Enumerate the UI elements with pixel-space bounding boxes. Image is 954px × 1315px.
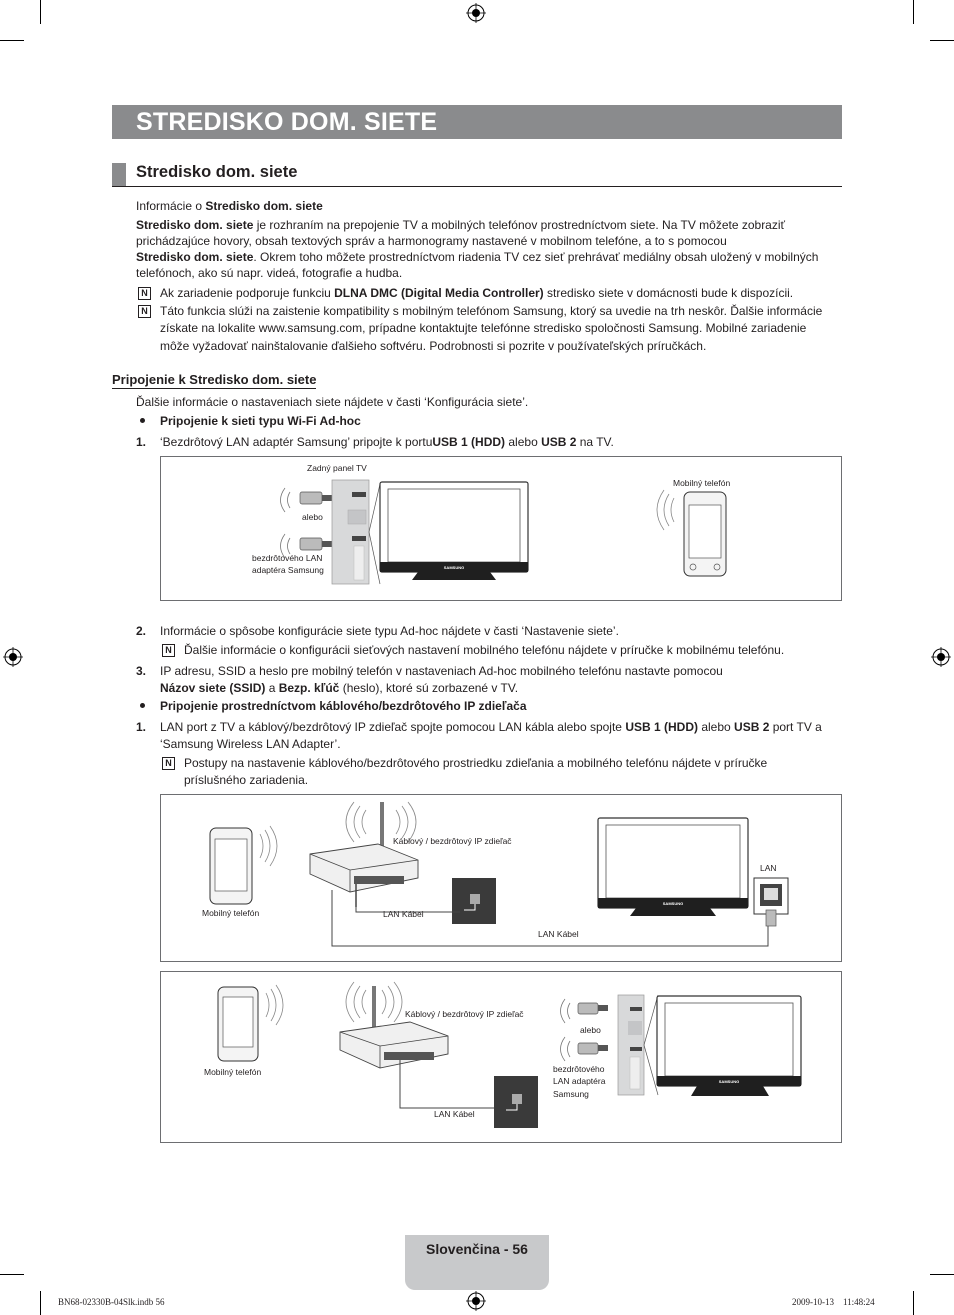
registration-mark-icon: [3, 647, 23, 667]
note-2-line-3: môže vyžadovať nainštalovanie ďalšieho softvéru. Podrobnosti si pozrite v používateľských príručkách.: [160, 339, 707, 353]
wired-title: Pripojenie prostredníctvom káblového/bezdrôtového IP zdieľača: [160, 699, 527, 713]
intro-line-3: Stredisko dom. siete. Okrem toho môžete prostredníctvom riadenia TV cez sieť prehrávať mediálny obsah uložený v mobilných: [136, 250, 819, 264]
intro-line-2: prichádzajúce hovory, obsah textových správ a harmonogramy nastavené v mobilnom telefóne, a to s pomocou: [136, 234, 727, 248]
tv-brand: SAMSUNG: [662, 901, 684, 906]
adapter-label-1: bezdrôtového LAN: [252, 553, 323, 563]
registration-mark-icon: [466, 3, 486, 23]
mobile-phone-illustration: [216, 985, 286, 1065]
adhoc-step-1: ‘Bezdrôtový LAN adaptér Samsung’ pripojte k portuUSB 1 (HDD) alebo USB 2 na TV.: [160, 435, 614, 449]
mobile-phone-illustration: [662, 490, 736, 578]
intro-line-1: Stredisko dom. siete je rozhraním na prepojenie TV a mobilných telefónov prostredníctvom siete. Na TV môžete zobraziť: [136, 218, 786, 232]
bullet-icon: [140, 418, 145, 423]
adhoc-title: Pripojenie k sieti typu Wi-Fi Ad-hoc: [160, 414, 361, 428]
crop-mark: [930, 1274, 954, 1275]
rear-panel-illustration: [280, 478, 380, 588]
adhoc-step-3-line-1: IP adresu, SSID a heslo pre mobilný telefón v nastaveniach Ad-hoc mobilného telefónu nastavte pomocou: [160, 664, 723, 678]
step-number: 1.: [136, 720, 147, 734]
chapter-banner: [112, 105, 842, 139]
tv-illustration: [655, 994, 805, 1104]
wired-note-line-1: Postupy na nastavenie káblového/bezdrôtového prostriedku zdieľania a mobilného telefónu nájdete v príručke: [184, 756, 768, 770]
wired-step-1-line-2: ‘Samsung Wireless LAN Adapter’.: [160, 737, 341, 751]
adapter-label-2: LAN adaptéra: [553, 1076, 606, 1086]
tv-brand: SAMSUNG: [443, 565, 465, 570]
router-illustration: [330, 982, 460, 1092]
tv-illustration: [596, 816, 752, 922]
phone-label: Mobilný telefón: [673, 478, 731, 488]
crop-mark: [0, 1274, 24, 1275]
adapter-label-3: Samsung: [553, 1089, 589, 1099]
subsection-title: Pripojenie k Stredisko dom. siete: [112, 372, 317, 387]
adhoc-step-3-line-2: Názov siete (SSID) a Bezp. kľúč (heslo), ktoré sú zorbazené v TV.: [160, 681, 519, 695]
router-label: Káblový / bezdrôtový IP zdieľač: [405, 1009, 524, 1019]
tv-illustration: [378, 478, 532, 584]
section-rule: [112, 186, 842, 187]
crop-mark: [40, 1291, 41, 1315]
wall-jack-illustration: [494, 1076, 538, 1128]
note-icon: N: [162, 757, 175, 770]
or-label: alebo: [302, 512, 323, 522]
wired-step-1-line-1: LAN port z TV a káblový/bezdrôtový IP zdieľač spojte pomocou LAN kábla alebo spojte USB 1 (HDD) alebo USB 2 port TV a: [160, 720, 822, 734]
crop-mark: [0, 40, 24, 41]
lan-cable-label: LAN Kábel: [538, 929, 579, 939]
intro-line-4: telefónoch, ako sú napr. videá, fotografie a hudba.: [136, 266, 403, 280]
note-2-line-2: získate na lokalite www.samsung.com, prípadne kontaktujte telefónne stredisko spoločnosti Samsung. Mobilné zariadenie: [160, 321, 807, 335]
crop-mark: [930, 40, 954, 41]
note-icon: N: [138, 305, 151, 318]
router-label: Káblový / bezdrôtový IP zdieľač: [393, 836, 512, 846]
rear-panel-label: Zadný panel TV: [307, 463, 367, 473]
lan-port-label: LAN: [760, 863, 777, 873]
page-number: Slovenčina - 56: [426, 1241, 528, 1257]
lan-cable-label: LAN Kábel: [434, 1109, 475, 1119]
phone-label: Mobilný telefón: [202, 908, 260, 918]
step-number: 2.: [136, 624, 147, 638]
note-icon: N: [162, 644, 175, 657]
registration-mark-icon: [466, 1291, 486, 1311]
file-name: BN68-02330B-04Slk.indb 56: [58, 1297, 165, 1307]
bullet-icon: [140, 703, 145, 708]
subsection-intro: Ďalšie informácie o nastaveniach siete nájdete v časti ‘Konfigurácia siete’.: [136, 395, 529, 409]
adapter-label-2: adaptéra Samsung: [252, 565, 324, 575]
chapter-title: STREDISKO DOM. SIETE: [136, 108, 438, 136]
crop-mark: [40, 0, 41, 24]
or-label: alebo: [580, 1025, 601, 1035]
info-line: Informácie o Stredisko dom. siete: [136, 199, 323, 213]
crop-mark: [913, 1291, 914, 1315]
step-number: 3.: [136, 664, 147, 678]
adapter-label-1: bezdrôtového: [553, 1064, 605, 1074]
note-2-line-1: Táto funkcia slúži na zaistenie kompatibility s mobilným telefónom Samsung, ktorý sa uvedie na trh neskôr. Ďalšie informácie: [160, 304, 823, 318]
registration-mark-icon: [931, 647, 951, 667]
print-date: 2009-10-13 11:48:24: [792, 1297, 875, 1307]
step-number: 1.: [136, 435, 147, 449]
lan-cable-label: LAN Kábel: [383, 909, 424, 919]
note-icon: N: [138, 287, 151, 300]
adhoc-step-2: Informácie o spôsobe konfigurácie siete typu Ad-hoc nájdete v časti ‘Nastavenie siete’.: [160, 624, 619, 638]
tv-brand: SAMSUNG: [718, 1079, 740, 1084]
section-title: Stredisko dom. siete: [136, 163, 298, 181]
wired-note-line-2: príslušného zariadenia.: [184, 773, 309, 787]
note-1: Ak zariadenie podporuje funkciu DLNA DMC (Digital Media Controller) stredisko siete v domácnosti bude k dispozícii.: [160, 286, 794, 300]
page-number-tab: [405, 1235, 549, 1290]
mobile-phone-illustration: [208, 826, 278, 906]
crop-mark: [913, 0, 914, 24]
section-marker: [112, 163, 126, 186]
phone-label: Mobilný telefón: [204, 1067, 262, 1077]
lan-port-icon: [752, 876, 790, 928]
adhoc-step-2-note: Ďalšie informácie o konfigurácii sieťových nastavení mobilného telefónu nájdete v príručke k mobilnému telefónu.: [184, 643, 785, 657]
